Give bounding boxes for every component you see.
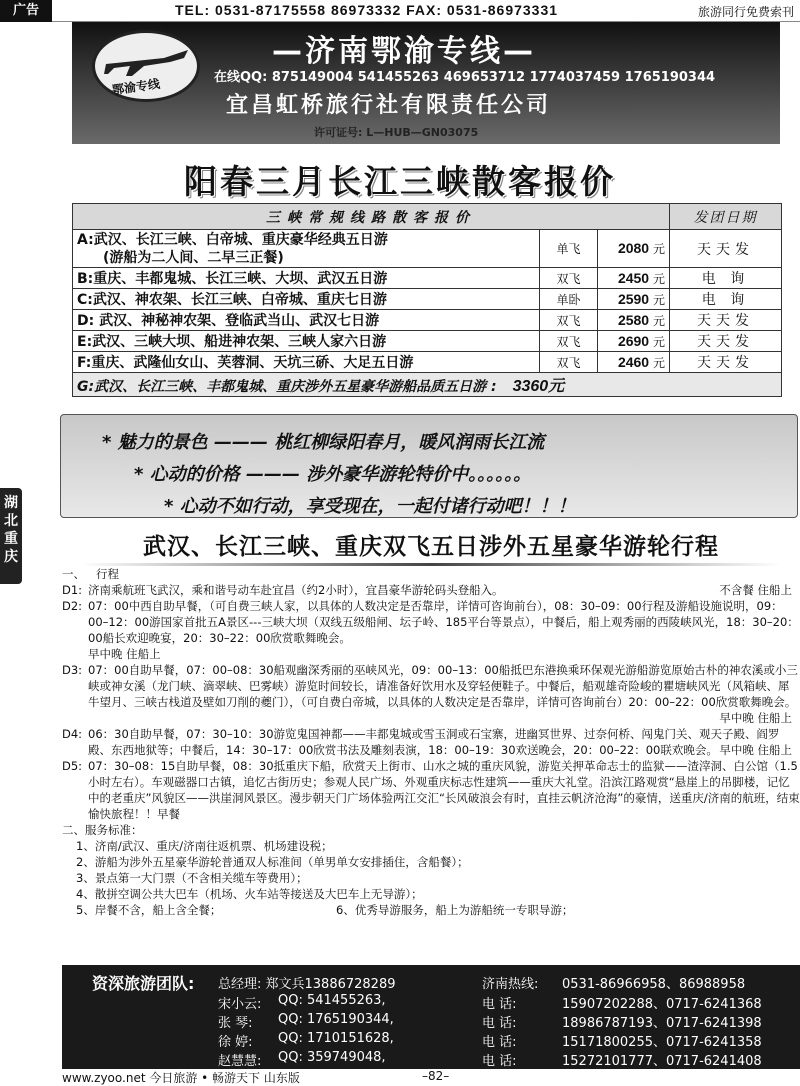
page-footer bbox=[62, 1069, 800, 1086]
day-text bbox=[88, 598, 800, 662]
date-header: 发团日期 bbox=[670, 204, 782, 230]
itinerary-title: 武汉、长江三峡、重庆双飞五日涉外五星豪华游轮行程 bbox=[66, 528, 796, 566]
route-title: —济南鄂渝专线— bbox=[272, 34, 536, 69]
price-value: 2460 bbox=[617, 353, 650, 370]
side-tab-char: 重 bbox=[4, 531, 18, 547]
departure-date: 天天发 bbox=[670, 352, 782, 373]
service-item-pair bbox=[76, 902, 800, 918]
member-tel-label: 电 话: bbox=[482, 1016, 517, 1031]
member-tel: 15272101777、0717-6241408 bbox=[562, 1054, 762, 1069]
member-qq: QQ: 1710151628, bbox=[278, 1031, 394, 1046]
departure-date: 天天发 bbox=[670, 310, 782, 331]
top-strip bbox=[0, 0, 800, 22]
member-qq: QQ: 1765190344, bbox=[278, 1012, 394, 1027]
day-label: D5: bbox=[62, 759, 83, 773]
day-text bbox=[88, 662, 800, 726]
departure-date: 天天发 bbox=[670, 230, 782, 268]
member-name: 张 琴: bbox=[218, 1016, 253, 1031]
day-text bbox=[88, 726, 800, 758]
transport-type: 双飞 bbox=[540, 268, 598, 289]
slogan-price: * 心动的价格 ——— 涉外豪华游轮特价中。。。。。。 bbox=[134, 464, 532, 485]
service-item: 6、优秀导游服务，船上为游船统一专职导游； bbox=[336, 903, 574, 917]
featured-price: 3360元 bbox=[512, 378, 565, 395]
day-description: 07：30–08：15自助早餐，08：30抵重庆下船，欣赏天上街市、山水之城的重庆风貌，游览关押革命志士的监狱——渣滓洞、白公馆（1.5小时左右）。车观磁器口古镇，追忆古街历史；参观人民广场、外观重庆标志性建筑——重庆大礼堂。沿滨江路观赏“悬崖上的吊脚楼，记忆中的老重庆”风貌区——洪崖洞风景区。漫步朝天门广场体验两江交汇“长风破浪会有时，直挂云帆济沧海”的豪情，送重庆/济南的航班，结束愉快旅程！！早餐 bbox=[88, 759, 800, 821]
slogan-action: * 心动不如行动，享受现在，一起付诸行动吧！！！ bbox=[164, 496, 576, 517]
service-item: 2、游船为涉外五星豪华游轮普通双人标准间（单男单女安排插住，含船餐）； bbox=[76, 855, 469, 869]
route-cell: E:武汉、三峡大坝、船进神农架、三峡人家六日游 bbox=[73, 331, 540, 352]
price-unit: 元 bbox=[652, 313, 665, 328]
side-tab-char: 湖 bbox=[4, 495, 18, 511]
member-tel-label: 电 话: bbox=[482, 1054, 517, 1069]
side-tab-char: 北 bbox=[4, 513, 18, 529]
team-contacts bbox=[62, 965, 800, 1069]
member-tel-label: 电 话: bbox=[482, 1035, 517, 1050]
price-cell bbox=[598, 352, 670, 373]
price-cell bbox=[598, 289, 670, 310]
day-description: 06：30自助早餐，07：30–10：30游览鬼国神都——丰都鬼城或雪玉洞或石宝寨，进幽冥世界、过奈何桥、闯鬼门关、观天子殿、阎罗殿、东西地狱等；中餐后，14：30–17：00欣赏书法及雕刻表演，18：00–19：30欢送晚会，20：00–22：00联欢晚会。 bbox=[88, 727, 780, 757]
route-cell: D: 武汉、神秘神农架、登临武当山、武汉七日游 bbox=[73, 310, 540, 331]
side-tab-char: 庆 bbox=[4, 549, 18, 565]
member-qq: QQ: 541455263, bbox=[278, 993, 386, 1008]
route-cell: F:重庆、武隆仙女山、芙蓉洞、天坑三硚、大足五日游 bbox=[73, 352, 540, 373]
day-text bbox=[88, 758, 800, 822]
day-meals: 早中晚 住船上 bbox=[88, 647, 161, 661]
table-header-row bbox=[73, 204, 782, 230]
free-catalog-note: 旅游同行免费索刊 bbox=[697, 5, 794, 19]
route-text: A:武汉、长江三峡、白帝城、重庆豪华经典五日游 bbox=[77, 231, 388, 248]
table-header: 三峡常规线路散客报价 bbox=[73, 204, 670, 230]
day-text bbox=[88, 582, 800, 598]
price-cell bbox=[598, 331, 670, 352]
member-qq: QQ: 359749048, bbox=[278, 1050, 386, 1065]
member-name: 赵慧慧: bbox=[218, 1054, 262, 1069]
day-label: D1: bbox=[62, 583, 83, 597]
price-value: 2690 bbox=[617, 332, 650, 349]
route-cell: C:武汉、神农架、长江三峡、白帝城、重庆七日游 bbox=[73, 289, 540, 310]
day-item bbox=[62, 662, 800, 726]
day-item bbox=[62, 758, 800, 822]
member-name: 宋小云: bbox=[218, 997, 262, 1012]
table-row bbox=[73, 352, 782, 373]
featured-route-cell bbox=[73, 373, 782, 397]
page-number: –82– bbox=[422, 1069, 450, 1083]
services-heading: 二、服务标准： bbox=[62, 823, 143, 837]
transport-type: 双飞 bbox=[540, 331, 598, 352]
service-item: 5、岸餐不含，船上含全餐； bbox=[76, 903, 222, 917]
departure-date: 电 询 bbox=[670, 268, 782, 289]
table-row-featured bbox=[73, 373, 782, 397]
day-description: 济南乘航班飞武汉，乘和谐号动车赴宜昌（约2小时），宜昌豪华游轮码头登船入。 bbox=[88, 583, 504, 597]
day-meals: 早中晚 住船上 bbox=[719, 711, 792, 725]
day-description: 07：00自助早餐，07：00–08：30船观幽深秀丽的巫峡风光，09：00–13：00船抵巴东港换乘环保观光游船游览原始古朴的神农溪或小三峡或神女溪（龙门峡、滴翠峡、巴雾峡）游览时间较长，请准备好饮用水及穿轻便鞋子。中餐后，船观雄奇险峻的瞿塘峡风光（风箱峡、犀牛望月、三峡古栈道及壁如刀削的夔门），（可自费白帝城，以具体的人数决定是否靠岸，详情可咨询前台）20：00–22：00欣赏歌舞晚会。 bbox=[88, 663, 798, 709]
price-unit: 元 bbox=[652, 334, 665, 349]
footer-site: www.zyoo.net 今日旅游 • 畅游天下 山东版 bbox=[62, 1071, 300, 1085]
logo-text: 鄂渝专线 bbox=[111, 76, 161, 98]
transport-type: 双飞 bbox=[540, 310, 598, 331]
table-row bbox=[73, 331, 782, 352]
day-description: 07：00中西自助早餐，（可自费三峡人家，以具体的人数决定是否靠岸，详情可咨询前台），08：30–09：00行程及游船设施说明，09：00–12：00游国家首批五A景区---三峡大坝（双线五级船闸、坛子岭、185平台等景点），中餐后，船上观秀丽的西陵峡风光，18：30–20：00船长欢迎晚宴，20：30–22：00欣赏歌舞晚会。 bbox=[88, 599, 799, 645]
member-tel-label: 电 话: bbox=[482, 997, 517, 1012]
price-unit: 元 bbox=[652, 292, 665, 307]
itinerary-body bbox=[62, 566, 800, 918]
price-value: 2580 bbox=[617, 311, 650, 328]
service-item: 4、散拼空调公共大巴车（机场、火车站等接送及大巴车上无导游）； bbox=[76, 887, 423, 901]
route-cell: B:重庆、丰都鬼城、长江三峡、大坝、武汉五日游 bbox=[73, 268, 540, 289]
region-side-tab bbox=[0, 488, 22, 584]
featured-route: G:武汉、长江三峡、丰都鬼城、重庆涉外五星豪华游船品质五日游 : bbox=[77, 379, 497, 395]
price-table bbox=[72, 203, 782, 397]
transport-type: 双飞 bbox=[540, 352, 598, 373]
price-unit: 元 bbox=[652, 355, 665, 370]
departure-date: 电 询 bbox=[670, 289, 782, 310]
page-title: 阳春三月长江三峡散客报价 bbox=[184, 162, 616, 201]
price-unit: 元 bbox=[652, 271, 665, 286]
price-value: 2080 bbox=[617, 240, 650, 256]
hotline-number: 0531-86966958、86988958 bbox=[562, 977, 746, 992]
route-cell bbox=[73, 230, 540, 268]
table-row bbox=[73, 310, 782, 331]
price-cell bbox=[598, 310, 670, 331]
member-name: 徐 婷: bbox=[218, 1035, 253, 1050]
member-tel: 18986787193、0717-6241398 bbox=[562, 1016, 762, 1031]
table-row bbox=[73, 268, 782, 289]
slogan-scenery: * 魅力的景色 ——— 桃红柳绿阳春月，暖风润雨长江流 bbox=[102, 432, 545, 453]
online-qq-line: 在线QQ: 875149004 541455263 469653712 1774037459 1765190344 bbox=[214, 70, 716, 85]
price-value: 2590 bbox=[617, 290, 650, 307]
price-cell bbox=[598, 230, 670, 268]
day-item bbox=[62, 598, 800, 662]
heading-number: 一、 bbox=[62, 567, 85, 581]
day-label: D2: bbox=[62, 599, 83, 613]
day-meals: 早中晚 住船上 bbox=[719, 743, 792, 757]
ad-tag: 广告 bbox=[0, 0, 52, 22]
price-unit: 元 bbox=[652, 242, 665, 256]
day-meals: 不含餐 住船上 bbox=[719, 583, 792, 597]
price-cell bbox=[598, 268, 670, 289]
day-label: D4: bbox=[62, 727, 83, 741]
day-item bbox=[62, 726, 800, 758]
service-item: 1、济南/武汉、重庆/济南往返机票、机场建设税； bbox=[76, 839, 333, 853]
itinerary-heading bbox=[62, 566, 800, 582]
member-tel: 15171800255、0717-6241358 bbox=[562, 1035, 762, 1050]
transport-type: 单卧 bbox=[540, 289, 598, 310]
service-item: 3、景点第一大门票（不含相关缆车等费用）； bbox=[76, 871, 308, 885]
table-row bbox=[73, 289, 782, 310]
team-title: 资深旅游团队: bbox=[92, 974, 195, 993]
heading-text: 行程 bbox=[96, 567, 119, 581]
member-tel: 15907202288、0717-6241368 bbox=[562, 997, 762, 1012]
departure-date: 天天发 bbox=[670, 331, 782, 352]
hotline-label: 济南热线: bbox=[482, 977, 539, 992]
transport-type: 单飞 bbox=[540, 230, 598, 268]
route-note: (游船为二人间、二早三正餐) bbox=[103, 249, 284, 266]
day-label: D3: bbox=[62, 663, 83, 677]
table-row bbox=[73, 230, 782, 268]
price-value: 2450 bbox=[617, 269, 650, 286]
airplane-icon bbox=[104, 44, 190, 78]
top-contact-line: TEL: 0531-87175558 86973332 FAX: 0531-86973331 bbox=[175, 2, 559, 18]
general-manager: 总经理: 郑文兵13886728289 bbox=[218, 977, 396, 992]
day-item bbox=[62, 582, 800, 598]
license-number: 许可证号: L—HUB—GN03075 bbox=[314, 126, 479, 139]
company-name: 宜昌虹桥旅行社有限责任公司 bbox=[226, 93, 552, 118]
